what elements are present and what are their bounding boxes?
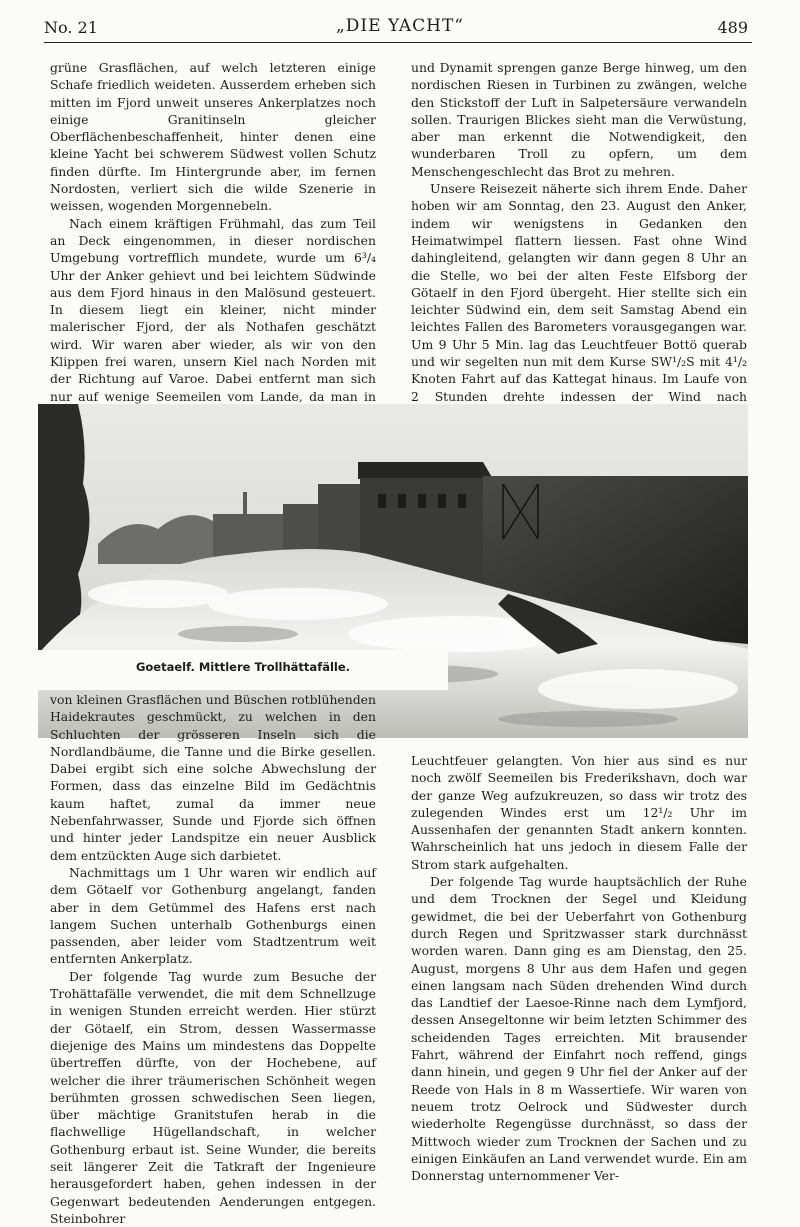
paragraph: grüne Grasflächen, auf welch letzteren einige Schafe friedlich weideten. Ausserdem erheben sich mitten im Fjord unweit unseres Ankerplatzes noch einige Granitinseln gleicher Oberflächenbeschaffenheit, hinter denen eine kleine Yacht bei schwerem Südwest vollen Schutz finden dürfte. Im Hintergrunde aber, im fernen Nordosten, verliert sich die wilde Szenerie in weissen, wogenden Morgennebeln.: [50, 60, 376, 214]
header-rule: [44, 42, 752, 43]
paragraph: Der folgende Tag wurde zum Besuche der Trohättafälle verwendet, die mit dem Schnellzuge in wenigen Stunden erreicht werden. Hier stürzt der Götaelf, ein Strom, dessen Wassermasse diejenige des Mains um mindestens das Doppelte übertreffen dürfte, von der Hochebene, auf welcher die ihrer träumerischen Schönheit wegen berühmten grossen schwedischen Seen liegen, über mächtige Granitstufen herab in die flachwellige Hügellandschaft, in welcher Gothenburg erbaut ist. Seine Wunder, die bereits seit längerer Zeit die Tatkraft der Ingenieure herausgefordert haben, gehen indessen in der Gegenwart bedeutenden Aenderungen entgegen. Steinbohrer: [50, 968, 376, 1226]
paragraph: Unsere Reisezeit näherte sich ihrem Ende. Daher hoben wir am Sonntag, den 23. August den Anker, indem wir wenigstens in Gedanken den Heimatwimpel flattern liessen. Fast ohne Wind dahingleitend, gelangten wir dann gegen 8 Uhr an die Stelle, wo bei der alten Feste Elfsborg der Götaelf in den Fjord übergeht. Hier stellte sich ein leichter Südwind ein, dem seit Samstag Abend ein leichtes Fallen des Barometers vorausgegangen war. Um 9 Uhr 5 Min. lag das Leuchtfeuer Bottö querab und wir segelten nun mit dem Kurse SW¹/₂S mit 4¹/₂ Knoten Fahrt auf das Kattegat hinaus. Im Laufe von 2 Stunden drehte indessen der Wind nach: [411, 181, 747, 404]
paragraph: Leuchtfeuer gelangten. Von hier aus sind es nur noch zwölf Seemeilen bis Frederikshavn, doch war der ganze Weg aufzukreuzen, so dass wir trotz des zulegenden Windes erst um 12¹/₂ Uhr im Aussenhafen der genannten Stadt ankern konnten. Wahrscheinlich hat uns jedoch in diesem Falle der Strom stark aufgehalten.: [411, 753, 747, 872]
right-column-bottom: [411, 752, 747, 1184]
photo-caption: Goetaelf. Mittlere Trollhättafälle.: [135, 660, 351, 674]
paragraph: und Dynamit sprengen ganze Berge hinweg, um den nordischen Riesen in Turbinen zu zwängen, welche den Stickstoff der Luft in Salpetersäure verwandeln sollen. Traurigen Blickes sieht man die Verwüstung, aber man erkennt die Notwendigkeit, den wunderbaren Troll zu opfern, um dem Menschengeschlecht das Brot zu mehren.: [411, 60, 747, 179]
issue-number: No. 21: [44, 18, 98, 37]
paragraph: Nachmittags um 1 Uhr waren wir endlich auf dem Götaelf vor Gothenburg angelangt, fanden aber in dem Getümmel des Hafens erst nach langem Suchen unterhalb Gothenburgs einen passenden, aber leider vom Stadtzentrum weit entfernten Ankerplatz.: [50, 864, 376, 967]
left-column-top: [50, 59, 376, 404]
journal-title: „DIE YACHT“: [335, 16, 464, 36]
page-number: 489: [717, 18, 748, 37]
paragraph: Nach einem kräftigen Frühmahl, das zum Teil an Deck eingenommen, in dieser nordischen Umgebung vortrefflich mundete, wurde um 6³/₄ Uhr der Anker gehievt und bei leichtem Südwinde aus dem Fjord hinaus in den Malösund gesteuert. In diesem liegt ein kleiner, nicht minder malerischer Fjord, der als Nothafen geschätzt wird. Wir waren aber wieder, als wir von den Klippen frei waren, unsern Kiel nach Norden mit der Richtung auf Varoe. Dabei entfernt man sich nur auf wenige Seemeilen vom Lande, da man in: [50, 215, 376, 404]
paragraph: von kleinen Grasflächen und Büschen rotblühenden Haidekrautes geschmückt, zu welchen in den Schluchten der grösseren Inseln sich die Nordlandbäume, die Tanne und die Birke gesellen. Dabei ergibt sich eine solche Abwechslung der Formen, dass das einzelne Bild im Gedächtnis kaum haftet, zumal da immer neue Nebenfahrwasser, Sunde und Fjorde sich öffnen und hinter jeder Landspitze ein neuer Ausblick dem entzückten Auge sich darbietet.: [50, 692, 376, 863]
right-column-top: [411, 59, 747, 439]
left-column-bottom: [50, 691, 376, 1226]
paragraph: Der folgende Tag wurde hauptsächlich der Ruhe und dem Trocknen der Segel und Kleidung gewidmet, die bei der Ueberfahrt von Gothenburg durch Regen und Spritzwasser stark durchnässt worden waren. Dann ging es am Dienstag, den 25. August, morgens 8 Uhr aus dem Hafen und gegen einen langsam nach Süden drehenden Wind durch das Landtief der Laesoe-Rinne nach dem Lymfjord, dessen Ansegeltonne wir beim letzten Schimmer des scheidenden Tages erreichten. Mit brausender Fahrt, während der Einfahrt noch reffend, gings dann hinein, und gegen 9 Uhr fiel der Anker auf der Reede von Hals in 8 m Wassertiefe. Wir waren von neuem trotz Oelrock und Südwester durch wiederholte Regengüsse durchnässt, so dass der Mittwoch wieder zum Trocknen der Sachen und zu einigen Einkäufen an Land verwendet wurde. Ein am Donnerstag unternommener Ver-: [411, 874, 747, 1184]
